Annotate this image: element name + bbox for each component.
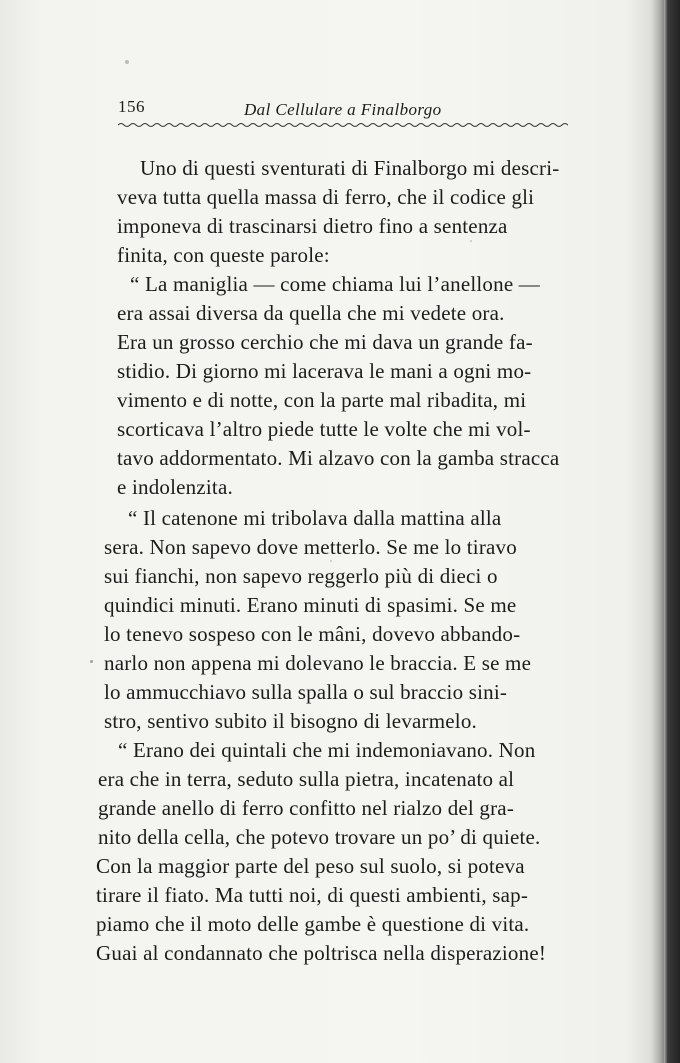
text-line: lo ammucchiavo sulla spalla o sul braccio sini- <box>104 680 508 704</box>
text-line: Guai al condannato che poltrisca nella disperazione! <box>96 941 547 965</box>
text-line: e indolenzita. <box>117 475 233 499</box>
text-line: stro, sentivo subito il bisogno di levarmelo. <box>104 709 477 733</box>
text-line: narlo non appena mi dolevano le braccia. E se me <box>104 651 532 675</box>
text-line: sui fianchi, non sapevo reggerlo più di dieci o <box>104 564 498 588</box>
text-line: “ Erano dei quintali che mi indemoniavano. Non <box>118 738 536 762</box>
text-line: quindici minuti. Erano minuti di spasimi. Se me <box>104 593 517 617</box>
page-number: 156 <box>118 97 145 116</box>
text-line: tavo addormentato. Mi alzavo con la gamba stracca <box>117 446 560 470</box>
text-line: era che in terra, seduto sulla pietra, incatenato al <box>98 767 515 791</box>
text-line: imponeva di trascinarsi dietro fino a sentenza <box>117 214 508 238</box>
text-line: Con la maggior parte del peso sul suolo, si poteva <box>96 854 525 878</box>
text-line: piamo che il moto delle gambe è questione di vita. <box>96 912 530 936</box>
running-head: Dal Cellulare a Finalborgo <box>244 100 442 119</box>
text-line: grande anello di ferro confitto nel rialzo del gra- <box>98 796 515 820</box>
text-line: lo tenevo sospeso con le mâni, dovevo abbando- <box>104 622 521 646</box>
text-line: “ La maniglia — come chiama lui l’anellone — <box>130 272 540 296</box>
text-line: finita, con queste parole: <box>117 243 330 267</box>
text-line: Era un grosso cerchio che mi dava un grande fa- <box>117 330 533 354</box>
text-line: Uno di questi sventurati di Finalborgo mi descri- <box>140 156 560 180</box>
text-line: nito della cella, che potevo trovare un po’ di quiete. <box>98 825 541 849</box>
text-line: sera. Non sapevo dove metterlo. Se me lo tiravo <box>104 535 517 559</box>
text-line: tirare il fiato. Ma tutti noi, di questi ambienti, sap- <box>96 883 529 907</box>
text-line: stidio. Di giorno mi lacerava le mani a ogni mo- <box>117 359 532 383</box>
text-line: vimento e di notte, con la parte mal ribadita, mi <box>117 388 527 412</box>
text-line: era assai diversa da quella che mi vedete ora. <box>117 301 505 325</box>
text-line: scorticava l’altro piede tutte le volte che mi vol- <box>117 417 531 441</box>
text-line: veva tutta quella massa di ferro, che il codice gli <box>117 185 535 209</box>
text-line: “ Il catenone mi tribolava dalla mattina alla <box>128 506 502 530</box>
